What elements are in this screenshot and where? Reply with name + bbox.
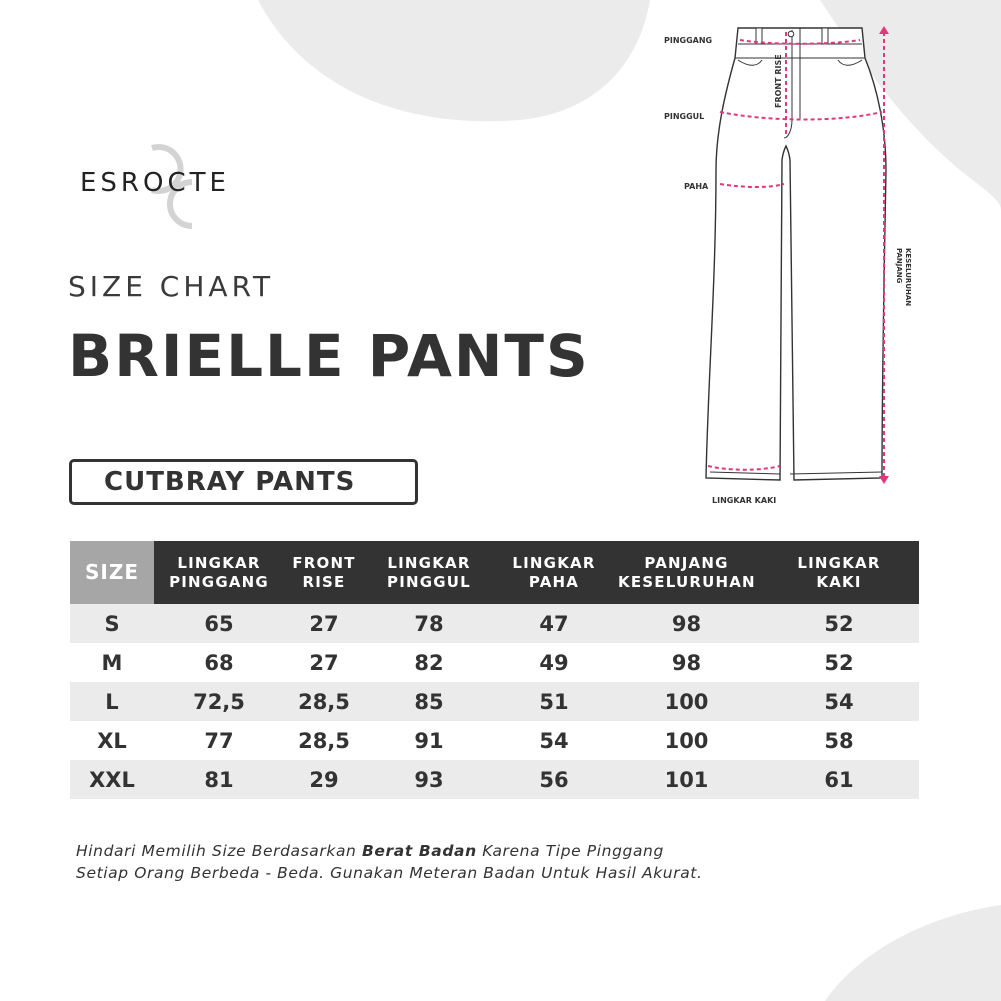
cell-length: 98	[614, 604, 759, 643]
table-row	[70, 760, 919, 799]
cell-front-rise: 29	[284, 760, 364, 799]
cell-hip: 93	[364, 760, 494, 799]
note-emphasis: Berat Badan	[362, 842, 477, 860]
cell-size: L	[70, 682, 154, 721]
table-row	[70, 682, 919, 721]
cell-size: XL	[70, 721, 154, 760]
cell-waist: 72,5	[154, 682, 284, 721]
table-header-row	[70, 541, 919, 604]
cell-waist: 81	[154, 760, 284, 799]
cell-size: S	[70, 604, 154, 643]
cell-front-rise: 28,5	[284, 682, 364, 721]
sizing-note	[76, 840, 836, 884]
cell-length: 98	[614, 643, 759, 682]
category-badge	[69, 459, 418, 505]
cell-hip: 82	[364, 643, 494, 682]
pants-outline	[706, 28, 886, 480]
cell-waist: 65	[154, 604, 284, 643]
cell-front-rise: 28,5	[284, 721, 364, 760]
size-table	[70, 541, 919, 799]
cell-waist: 68	[154, 643, 284, 682]
cell-front-rise: 27	[284, 604, 364, 643]
cell-length: 100	[614, 721, 759, 760]
cell-length: 100	[614, 682, 759, 721]
cell-thigh: 47	[494, 604, 614, 643]
cell-hem: 52	[759, 643, 919, 682]
label-waist: PINGGANG	[664, 36, 713, 45]
header-thigh: LINGKAR PAHA	[494, 541, 614, 604]
cell-hem: 58	[759, 721, 919, 760]
brand-name: ESROCTE	[80, 168, 230, 198]
note-text-1: Hindari Memilih Size Berdasarkan	[76, 842, 363, 860]
cell-thigh: 51	[494, 682, 614, 721]
page-subtitle: SIZE CHART	[68, 270, 275, 303]
page-title: BRIELLE PANTS	[68, 322, 590, 390]
cell-hem: 52	[759, 604, 919, 643]
table-row	[70, 643, 919, 682]
label-hip: PINGGUL	[664, 112, 705, 121]
note-text-2: Karena Tipe Pinggang	[476, 842, 664, 860]
cell-thigh: 54	[494, 721, 614, 760]
cell-front-rise: 27	[284, 643, 364, 682]
header-front-rise: FRONT RISE	[284, 541, 364, 604]
cell-thigh: 56	[494, 760, 614, 799]
header-hip: LINGKAR PINGGUL	[364, 541, 494, 604]
label-length-line2: KESELURUHAN	[904, 248, 912, 307]
table-row	[70, 604, 919, 643]
cell-hem: 54	[759, 682, 919, 721]
cell-size: XXL	[70, 760, 154, 799]
cell-hem: 61	[759, 760, 919, 799]
header-hem: LINGKAR KAKI	[759, 541, 919, 604]
category-label: CUTBRAY PANTS	[104, 467, 356, 497]
cell-thigh: 49	[494, 643, 614, 682]
header-waist: LINGKAR PINGGANG	[154, 541, 284, 604]
background-arc-top	[258, 0, 650, 121]
cell-length: 101	[614, 760, 759, 799]
table-row	[70, 721, 919, 760]
note-text-3: Setiap Orang Berbeda - Beda. Gunakan Meteran Badan Untuk Hasil Akurat.	[76, 864, 703, 882]
cell-size: M	[70, 643, 154, 682]
label-thigh: PAHA	[684, 182, 709, 191]
label-front-rise: FRONT RISE	[774, 54, 783, 108]
pants-diagram	[650, 20, 930, 510]
cell-hip: 91	[364, 721, 494, 760]
header-size: SIZE	[70, 541, 154, 604]
cell-hip: 78	[364, 604, 494, 643]
cell-waist: 77	[154, 721, 284, 760]
label-hem: LINGKAR KAKI	[712, 496, 777, 505]
background-arc-bottom	[825, 905, 1001, 1001]
header-length: PANJANG KESELURUHAN	[614, 541, 759, 604]
label-length-line1: PANJANG	[895, 248, 903, 284]
cell-hip: 85	[364, 682, 494, 721]
brand-logo	[80, 138, 280, 238]
